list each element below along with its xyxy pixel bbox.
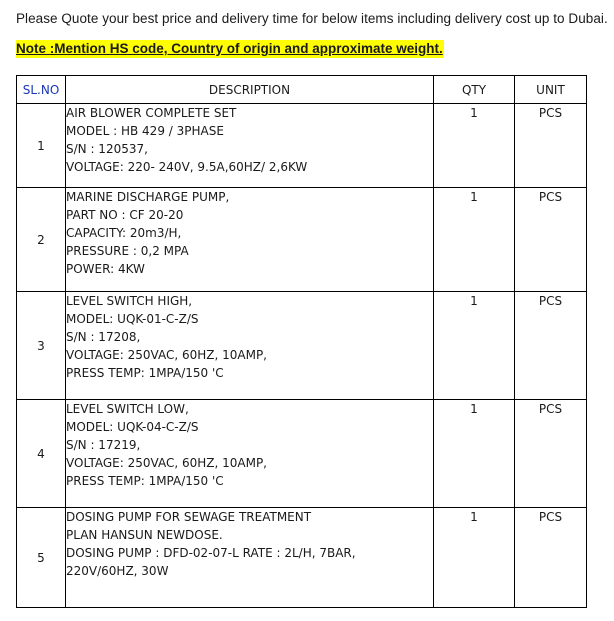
description-line: 220V/60HZ, 30W bbox=[66, 564, 169, 578]
request-intro-text: Please Quote your best price and delivery time for below items including delivery cost up to Dubai. bbox=[16, 11, 608, 26]
row-unit: PCS bbox=[515, 104, 587, 188]
row-slno: 5 bbox=[17, 508, 66, 608]
description-line: S/N : 17208, bbox=[66, 330, 141, 344]
table-row bbox=[17, 400, 587, 508]
row-qty: 1 bbox=[434, 104, 515, 188]
description-line: PRESS TEMP: 1MPA/150 'C bbox=[66, 366, 224, 380]
table-header-row bbox=[17, 76, 587, 104]
description-line: PRESSURE : 0,2 MPA bbox=[66, 244, 189, 258]
row-unit: PCS bbox=[515, 188, 587, 292]
row-unit: PCS bbox=[515, 508, 587, 608]
row-qty: 1 bbox=[434, 508, 515, 608]
description-line: VOLTAGE: 220- 240V, 9.5A,60HZ/ 2,6KW bbox=[66, 160, 308, 174]
row-slno: 3 bbox=[17, 292, 66, 400]
items-table bbox=[16, 75, 587, 608]
description-line: S/N : 120537, bbox=[66, 142, 148, 156]
header-slno: SL.NO bbox=[17, 76, 66, 104]
table-row bbox=[17, 104, 587, 188]
description-line: PART NO : CF 20-20 bbox=[66, 208, 184, 222]
table-row bbox=[17, 188, 587, 292]
row-slno: 2 bbox=[17, 188, 66, 292]
table-row bbox=[17, 292, 587, 400]
row-description bbox=[66, 400, 434, 508]
description-line: LEVEL SWITCH HIGH, bbox=[66, 294, 193, 308]
description-line: DOSING PUMP : DFD-02-07-L RATE : 2L/H, 7BAR, bbox=[66, 546, 356, 560]
row-description bbox=[66, 104, 434, 188]
description-line: AIR BLOWER COMPLETE SET bbox=[66, 106, 237, 120]
description-line: MODEL: UQK-01-C-Z/S bbox=[66, 312, 199, 326]
description-line: S/N : 17219, bbox=[66, 438, 141, 452]
row-description bbox=[66, 292, 434, 400]
description-line: PLAN HANSUN NEWDOSE. bbox=[66, 528, 223, 542]
description-line: LEVEL SWITCH LOW, bbox=[66, 402, 189, 416]
row-qty: 1 bbox=[434, 292, 515, 400]
header-qty: QTY bbox=[434, 76, 515, 104]
description-line: DOSING PUMP FOR SEWAGE TREATMENT bbox=[66, 510, 312, 524]
row-slno: 1 bbox=[17, 104, 66, 188]
description-line: MARINE DISCHARGE PUMP, bbox=[66, 190, 230, 204]
row-qty: 1 bbox=[434, 188, 515, 292]
row-description bbox=[66, 188, 434, 292]
row-unit: PCS bbox=[515, 400, 587, 508]
description-line: CAPACITY: 20m3/H, bbox=[66, 226, 182, 240]
row-qty: 1 bbox=[434, 400, 515, 508]
table-row bbox=[17, 508, 587, 608]
description-line: POWER: 4KW bbox=[66, 262, 145, 276]
header-unit: UNIT bbox=[515, 76, 587, 104]
row-unit: PCS bbox=[515, 292, 587, 400]
row-slno: 4 bbox=[17, 400, 66, 508]
description-line: MODEL: UQK-04-C-Z/S bbox=[66, 420, 199, 434]
note-highlighted: Note :Mention HS code, Country of origin and approximate weight. bbox=[16, 41, 443, 56]
row-description bbox=[66, 508, 434, 608]
description-line: PRESS TEMP: 1MPA/150 'C bbox=[66, 474, 224, 488]
description-line: VOLTAGE: 250VAC, 60HZ, 10AMP, bbox=[66, 456, 267, 470]
header-description: DESCRIPTION bbox=[66, 76, 434, 104]
description-line: MODEL : HB 429 / 3PHASE bbox=[66, 124, 224, 138]
description-line: VOLTAGE: 250VAC, 60HZ, 10AMP, bbox=[66, 348, 267, 362]
